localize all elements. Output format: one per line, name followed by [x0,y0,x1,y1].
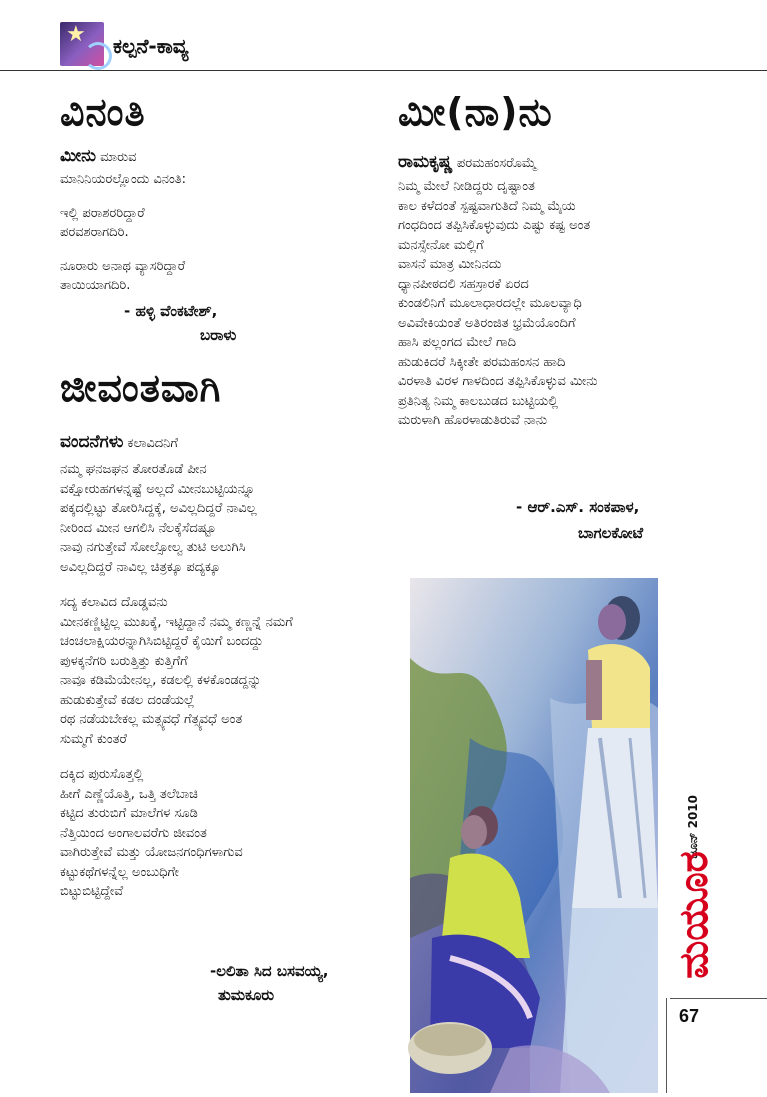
section-logo-icon [60,22,104,66]
painting-svg [410,578,658,1093]
poem-line: ಪ್ರತಿನಿತ್ಯ ನಿಮ್ಮ ಕಾಲಬುಡದ ಬುಟ್ಟಿಯಲ್ಲಿ [398,393,559,409]
poem-line: ಚಂಚಲಾಕ್ಷಿಯರನ್ನಾಗಿಸಿಬಿಟ್ಟಿದ್ದರೆ ಕೈಯಿಗೆ ಬಂದದ್ದು [60,634,264,649]
poem-line: ರಥ ನಡೆಯಬೇಕಲ್ಲ ಮತ್ಸ್ಯವಧೆ ಗೆತ್ಸ್ಯವಧೆ ಅಂತ [60,712,243,727]
poem-line: ಮರುಳಾಗಿ ಹೊರಳಾಡುತಿರುವೆ ನಾನು [398,413,548,428]
star-icon: ★ [66,22,86,47]
poem-line: ಅವಿವೇಕಿಯಂತೆ ಅತಿರಂಜಿತ ಭ್ರಮೆಯೊಂದಿಗೆ [398,315,576,331]
stanza-gap [60,190,360,204]
page-divider [666,998,667,1093]
poem3-author: - ಆರ್.ಎಸ್. ಸಂಕಪಾಳ, [516,498,640,516]
poem2-body [60,460,405,902]
poem2-lead-bold: ವಂದನೆಗಳು [60,432,124,452]
poem1-author: - ಹಳ್ಳಿ ವೆಂಕಟೇಶ್, [124,302,218,320]
poem-line: ಕುಂಡಲಿನಿಗೆ ಮೂಲಾಧಾರದಲ್ಲೇ ಮೂಲವ್ಯಾಧಿ [398,296,582,311]
poem-line: ಧ್ಯಾನಪೀಠದಲಿ ಸಹಸ್ರಾರಕೆ ಏರದ [398,276,529,292]
poem-line: ಇಲ್ಲಿ ಪರಾಶರರಿದ್ದಾರೆ [60,205,145,221]
poem-line: ದಕ್ಕಿದ ಪುರುಸೊತ್ತಲ್ಲಿ [60,767,144,782]
swirl-icon [84,42,112,70]
poem2-author: -ಲಲಿತಾ ಸಿದ ಬಸವಯ್ಯ, [210,962,329,980]
poem-line: ಕಟ್ಟಿದ ತುರುಬಿಗೆ ಮಾಲೆಗಳ ಸೂಡಿ [60,806,198,821]
poem-line: ಪರವಶರಾಗದಿರಿ. [60,225,129,240]
poem1-lead-bold: ಮೀನು [60,146,97,166]
poem-line: ಮಾನಿನಿಯರಲ್ಲೊಂದು ವಿನಂತಿ: [60,172,187,187]
poem-line: ನಾವೂ ಕಡಿಮೆಯೇನಲ್ಲ, ಕಡಲಲ್ಲಿ ಕಳಕೊಂಡದ್ದನ್ನು [60,673,262,688]
poem-line: ನೀರಿಂದ ಮೀನ ಆಗಲಿಸಿ ನೆಲಕ್ಕೆಸೆದಷ್ಟೂ [60,520,216,536]
page-number: 67 [679,1006,700,1026]
poem1-place: ಬರಾಳು [200,326,237,344]
poem2-lead-rest: ಕಲಾವಿದನಿಗೆ [123,436,178,451]
poem-line: ಕಟ್ಟುಕಥೆಗಳನ್ನೆಲ್ಲ ಅಂಬುಧಿಗೇ [60,864,179,880]
poem-line: ಮೀನಕಣ್ಣಿಟ್ಟಿಲ್ಲ ಮುಖಕ್ಕೆ, ಇಟ್ಟಿದ್ದಾನೆ ನಮ್ಮ ಕಣ್ಣನ್ನೆ ನಮಗೆ [60,614,293,630]
painting-illustration [410,578,658,1093]
poem-line: ವಾಗಿರುತ್ತೇವೆ ಮತ್ತು ಯೋಜನಗಂಧಿಗಳಾಗುವ [60,845,243,860]
header-rule [0,70,767,71]
poem-line: ಪಕ್ಕದಲ್ಲಿಟ್ಟು ತೋರಿಸಿದ್ದಕ್ಕೆ, ಅವಿಲ್ಲದಿದ್ದರೆ ನಾವಿಲ್ಲ [60,501,257,516]
poem-line: ತಾಯಿಯಾಗದಿರಿ. [60,278,131,293]
poem-line: ಹೀಗೆ ಎಣ್ಣೆಯೊತ್ತಿ, ಒತ್ತಿ ತಲೆಬಾಚಿ [60,786,198,802]
poem-line: ಹುಡುಕುತ್ತೇವೆ ಕಡಲ ದಂಡೆಯಲ್ಲೆ [60,692,195,708]
poem1-lead-rest: ಮಾರುವ [96,150,137,165]
poem-line: ಸದ್ಯ ಕಲಾವಿದ ದೊಡ್ಡವನು [60,595,168,610]
poem2-place: ತುಮಕೂರು [218,986,275,1004]
poem-line: ವಕ್ಷೋರುಹಗಳನ್ನಷ್ಟೆ ಅಲ್ಲದೆ ಮೀನಬುಟ್ಟಿಯನ್ನೂ [60,481,255,497]
section-label: ಕಲ್ಪನೆ-ಕಾವ್ಯ [113,34,189,58]
poem3-lead [398,152,536,174]
stanza-gap [60,749,405,765]
poem-line: ಸುಮ್ಮಗೆ ಕುಂತರೆ [60,731,127,747]
poem-line: ಅವಿಲ್ಲದಿದ್ದರೆ ನಾವಿಲ್ಲ ಚಿತ್ರಕ್ಕೂ ಪದ್ಯಕ್ಕೂ [60,559,221,575]
poem-line: ನೆತ್ತಿಯಿಂದ ಅಂಗಾಲವರೆಗು ಜೀವಂತ [60,825,207,841]
poem2-title: ಜೀವಂತವಾಗಿ [60,366,222,410]
poem1-title: ವಿನಂತಿ [60,90,146,134]
poem-line: ಬಿಟ್ಟುಬಿಟ್ಟಿದ್ದೇವೆ [60,884,124,899]
magazine-brand [671,840,736,990]
brand-text: ಮಯೂರ [671,851,717,979]
brand-svg [671,840,736,990]
page-rule [670,998,767,999]
poem-line: ನೂರಾರು ಅನಾಥ ವ್ಯಾಸರಿದ್ದಾರೆ [60,258,186,274]
poem1-body [60,170,360,296]
poem2-lead [60,432,178,454]
poem-line: ಪುಳಕ್ಕನೆಗರಿ ಬರುತ್ತಿತ್ತು ಕುತ್ತಿಗೆಗೆ [60,653,188,669]
poem-line: ವಾಸನೆ ಮಾತ್ರ ಮೀನಿನದು [398,257,502,272]
poem1-lead [60,146,136,168]
poem-line: ಮನಸ್ಸೇನೋ ಮಲ್ಲಿಗೆ [398,237,484,253]
poem3-lead-bold: ರಾಮಕೃಷ್ಣ [398,152,453,172]
stanza-gap [60,243,360,257]
poem3-lead-rest: ಪರಮಹಂಸರೊಮ್ಮೆ [452,156,537,171]
poem3-body [398,177,698,431]
poem-line: ವಿರಳಾತಿ ವಿರಳ ಗಾಳದಿಂದ ತಪ್ಪಿಸಿಕೊಳ್ಳುವ ಮೀನು [398,374,598,389]
poem-line: ಹಾಸಿ ಪಲ್ಲಂಗದ ಮೇಲೆ ಗಾದಿ [398,335,516,350]
stanza-gap [60,577,405,593]
poem-line: ನಾವು ನಗುತ್ತೇವೆ ಸೋಲ್ಸೋಲ್ವ ತುಟಿ ಅಲುಗಿಸಿ [60,540,246,555]
poem-line: ಕಾಲ ಕಳೆದಂತೆ ಸ್ಪಷ್ಟವಾಗುತಿದೆ ನಿಮ್ಮ ಮೈಯ [398,198,576,214]
poem3-place: ಬಾಗಲಕೋಟೆ [578,524,644,542]
issue-month: ಜೂನ್ 2010 [686,795,700,859]
poem-line: ನಮ್ಮ ಘನಜಘನ ತೋರತೊಡೆ ಪೀನ [60,462,207,477]
poem3-title: ಮೀ(ನಾ)ನು [398,90,553,134]
poem-line: ಹುಡುಕಿದರೆ ಸಿಕ್ಕೀತೇ ಪರಮಹಂಸನ ಹಾದಿ [398,354,566,370]
poem-line: ನಿಮ್ಮ ಮೇಲೆ ನೀಡಿದ್ದರು ದೃಷ್ಟಾಂತ [398,179,535,194]
poem-line: ಗಂಧದಿಂದ ತಪ್ಪಿಸಿಕೊಳ್ಳುವುದು ಎಷ್ಟು ಕಷ್ಟ ಅಂತ [398,218,591,233]
